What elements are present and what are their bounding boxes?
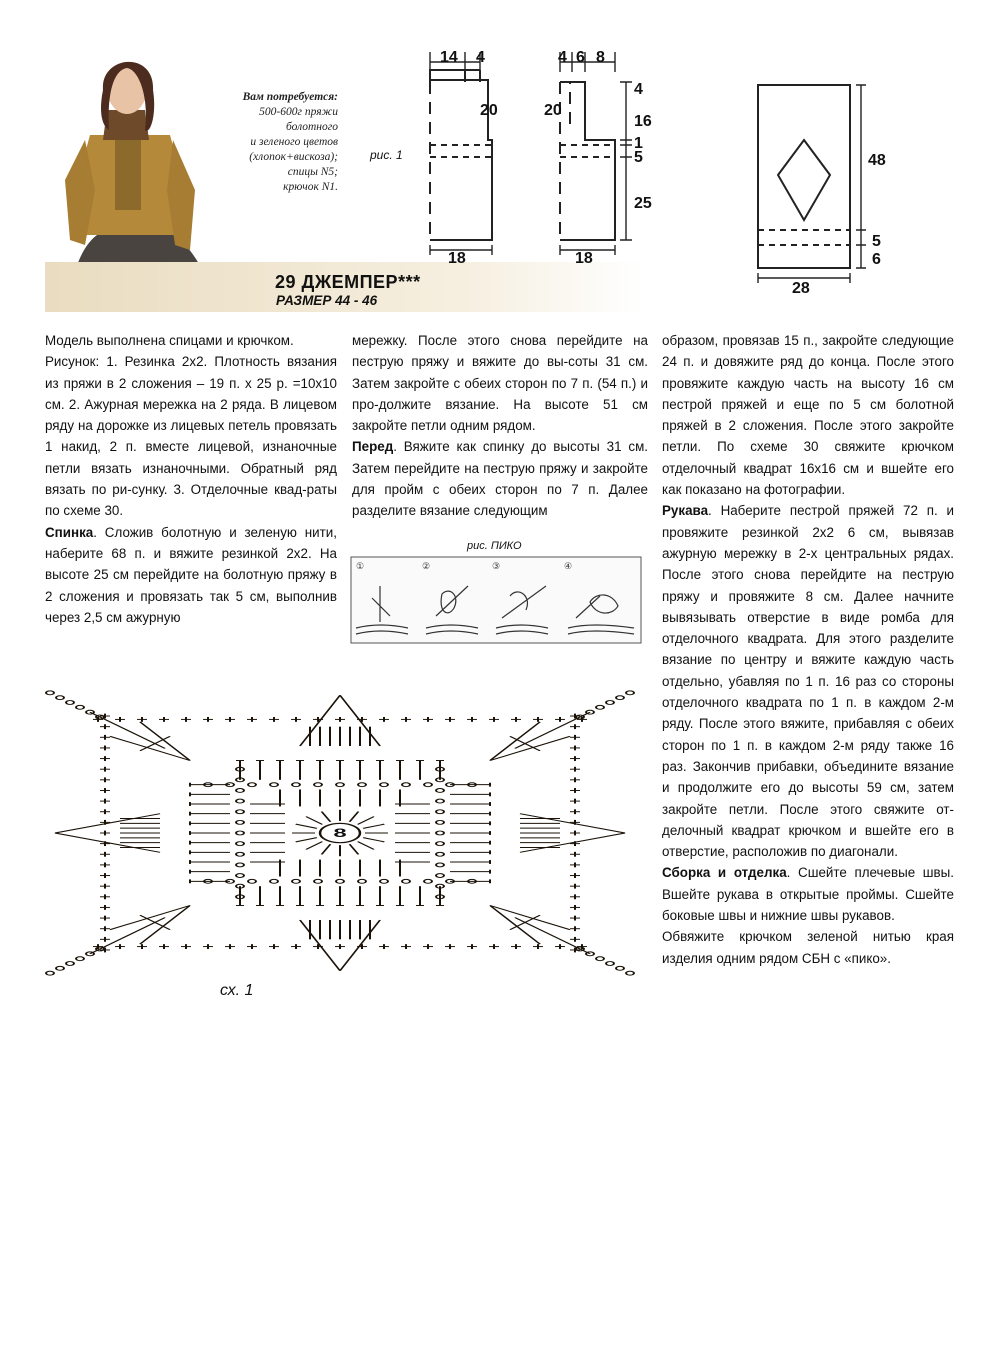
dim-label: 28 [792, 280, 810, 297]
stitch-mark [296, 838, 317, 842]
piko-figure [350, 556, 642, 644]
stitch-mark [110, 906, 190, 930]
chain-stitch [436, 789, 444, 793]
materials-line: (хлопок+вискоза); [249, 151, 338, 163]
stitch-mark [296, 824, 317, 828]
text-column-3 [662, 330, 954, 969]
chain-stitch [314, 879, 322, 883]
dim-label: 6 [872, 251, 881, 268]
chain-stitch [236, 799, 244, 803]
chain-stitch [596, 957, 604, 961]
garment-schematics [420, 40, 920, 300]
chain-stitch [424, 879, 432, 883]
stitch-mark [306, 817, 322, 825]
dim-label: 48 [868, 152, 886, 169]
chain-stitch [424, 783, 432, 787]
paragraph-text: . Наберите пестрой пряжей 72 п. и провяжите резинкой 2x2 6 см, вывязав ажурную мережку в 2-х центральных рядах. После этого снова перейдите на пеструю пряжу и провяжите 8 см. Далее начните вывязывать отверстие в виде ромба для отделочного квадрата. Для этого разделите вязание по центру и вяжите каждую часть отдельно, убавляя по 1 п. 16 раз со стороны отделочного квадрата по 1 п. в каждом 2-м ряду. После этого вяжите, прибавляя с обеих сторон по 1 п. в каждом 2-м ряду также 16 раз. Закончив прибавки, объедините вязание и продолжите его до высоты 59 см, затем закройте петли. После этого свяжите от-делочный квадрат крючком и вшейте его в отверстие, расположив по диагонали. [662, 503, 954, 860]
chain-stitch [616, 696, 624, 700]
paragraph-text: . Сложив болотную и зеленую нити, наберите 68 п. и вяжите резинкой 2x2. На высоте 25 см перейдите на болотную пряжу в 2 сложения и провязать так 5 см, выполнив через 2,5 см ажурную [45, 524, 337, 625]
chain-stitch [292, 879, 300, 883]
chain-stitch [402, 879, 410, 883]
dim-label: 8 [596, 49, 605, 66]
materials-line: крючок N1. [283, 181, 338, 193]
stitch-mark [350, 812, 359, 822]
chain-stitch [236, 810, 244, 814]
figure-label: рис. 1 [370, 148, 403, 162]
chain-stitch [606, 962, 614, 966]
section-heading-assembly: Сборка и отделка [662, 865, 787, 881]
section-heading-front: Перед [352, 439, 394, 455]
materials-line: болотного [286, 121, 338, 133]
chain-stitch [236, 852, 244, 856]
chain-stitch [436, 863, 444, 867]
schema-label: сх. 1 [220, 982, 254, 999]
piko-step-number: ④ [564, 561, 573, 571]
dim-label: 4 [558, 49, 567, 66]
dim-label: 20 [480, 102, 498, 119]
materials-line: и зеленого цветов [250, 136, 338, 148]
stitch-mark [515, 918, 590, 954]
pattern-title: 29 ДЖЕМПЕР*** [275, 272, 421, 292]
chain-stitch [66, 701, 74, 705]
chain-stitch [236, 820, 244, 824]
stitch-mark [350, 844, 359, 854]
dim-label: 5 [634, 149, 643, 166]
stitch-mark [363, 824, 384, 828]
stitch-mark [322, 812, 331, 822]
chain-stitch [436, 799, 444, 803]
dim-label: 20 [544, 102, 562, 119]
chain-stitch [270, 879, 278, 883]
chain-stitch [236, 789, 244, 793]
stitch-mark [322, 844, 331, 854]
stitch-mark [306, 842, 322, 850]
chain-stitch [626, 971, 634, 975]
stitch-mark [490, 906, 540, 945]
chain-stitch [236, 831, 244, 835]
chain-stitch [436, 874, 444, 878]
paragraph: Обвяжите крючком зеленой нитью края изделия одним рядом СБН с «пико». [662, 929, 954, 966]
chain-stitch [616, 966, 624, 970]
chain-stitch [236, 863, 244, 867]
chain-stitch [236, 874, 244, 878]
stitch-mark [515, 712, 590, 748]
paragraph-text: . Сшейте плечевые швы. Вшейте рукава в открытые проймы. Сшейте боковые швы и нижние швы рукавов. [662, 865, 954, 924]
piko-step-number: ① [356, 561, 365, 571]
dim-label: 5 [872, 233, 881, 250]
stitch-mark [90, 712, 165, 748]
stitch-mark [140, 906, 190, 945]
materials-line: спицы N5; [287, 166, 338, 178]
paragraph: мережку. После этого снова перейдите на пеструю пряжу и вяжите до вы-соты 31 см. Затем закройте с обеих сторон по 7 п. (54 п.) и про-должите вязание. На высоте 51 см закройте петли одним рядом. [352, 333, 648, 434]
chain-stitch [314, 783, 322, 787]
chain-stitch [76, 705, 84, 709]
stitch-mark [490, 906, 570, 930]
dim-label: 25 [634, 195, 652, 212]
dim-label: 16 [634, 113, 652, 130]
chain-stitch [358, 783, 366, 787]
stitch-mark [358, 817, 374, 825]
chain-stitch [436, 810, 444, 814]
chain-stitch [46, 691, 54, 695]
stitch-mark [140, 722, 190, 761]
paragraph [662, 862, 954, 926]
stitch-mark [358, 842, 374, 850]
dim-label: 4 [634, 81, 643, 98]
stitch-mark [110, 736, 190, 760]
chain-stitch [436, 831, 444, 835]
stitch-mark [90, 918, 165, 954]
chain-stitch [626, 691, 634, 695]
dim-label: 18 [575, 250, 593, 267]
chain-stitch [402, 783, 410, 787]
paragraph: Рисунок: 1. Резинка 2x2. Плотность вязания из пряжи в 2 сложения – 19 п. х 25 р. =10x10 см. 2. Ажурная мережка на 2 ряда. В лицевом ряду на дорожке из лицевых петель провязать 1 накид, 2 п. вместе лицевой, изнаночные петли вязать изнаночными. Обратный ряд вязать по ри-сунку. 3. Отделочные квад-раты по схеме 30. [45, 354, 337, 519]
stitch-mark [490, 722, 540, 761]
paragraph: Модель выполнена спицами и крючком. [45, 333, 294, 348]
dim-label: 1 [634, 135, 643, 152]
chain-stitch [270, 783, 278, 787]
materials-heading: Вам потребуется: [242, 91, 338, 103]
chain-stitch [248, 879, 256, 883]
materials-line: 500-600г пряжи [259, 106, 338, 118]
center-number: 8 [333, 826, 347, 840]
chain-stitch [380, 879, 388, 883]
text-column-2 [352, 330, 648, 522]
crochet-chart-drawing [40, 688, 640, 978]
paragraph [662, 500, 954, 862]
chain-stitch [596, 705, 604, 709]
chain-stitch [436, 820, 444, 824]
chain-stitch [336, 783, 344, 787]
text-column-1 [45, 330, 337, 628]
paragraph-text: . Вяжите как спинку до высоты 31 см. Затем перейдите на пеструю пряжу и закройте для пройм с обеих сторон по 7 п. Далее разделите вязание следующим [352, 439, 648, 519]
chain-stitch [606, 701, 614, 705]
chain-stitch [46, 971, 54, 975]
chain-stitch [436, 852, 444, 856]
chain-stitch [248, 783, 256, 787]
piko-step-number: ③ [492, 561, 501, 571]
section-heading-sleeves: Рукава [662, 503, 709, 519]
paragraph [352, 436, 648, 521]
chain-stitch [56, 696, 64, 700]
chain-stitch [436, 842, 444, 846]
piko-step-number: ② [422, 561, 431, 571]
section-heading-back: Спинка [45, 524, 94, 540]
chain-stitch [66, 962, 74, 966]
chain-stitch [336, 879, 344, 883]
chain-stitch [56, 966, 64, 970]
piko-label: рис. ПИКО [467, 540, 522, 552]
pattern-size: РАЗМЕР 44 - 46 [276, 293, 378, 308]
stitch-mark [363, 838, 384, 842]
paragraph: образом, провязав 15 п., закройте следующие 24 п. и довяжите ряд до конца. После этого провяжите каждую часть на высоту 16 см пестрой пряжей и еще по 5 см болотной пряжей в 2 сложения. После этого закройте петли. По схеме 30 свяжите крючком отделочный квадрат 16x16 см и вшейте его как показано на фотографии. [662, 333, 954, 498]
chain-stitch [292, 783, 300, 787]
dim-label: 4 [476, 49, 485, 66]
chain-stitch [236, 842, 244, 846]
stitch-mark [490, 736, 570, 760]
dim-label: 6 [576, 49, 585, 66]
materials-block [198, 90, 338, 195]
chain-stitch [380, 783, 388, 787]
chain-stitch [358, 879, 366, 883]
chain-stitch [76, 957, 84, 961]
paragraph [45, 522, 337, 628]
dim-label: 18 [448, 250, 466, 267]
dim-label: 14 [440, 49, 458, 66]
